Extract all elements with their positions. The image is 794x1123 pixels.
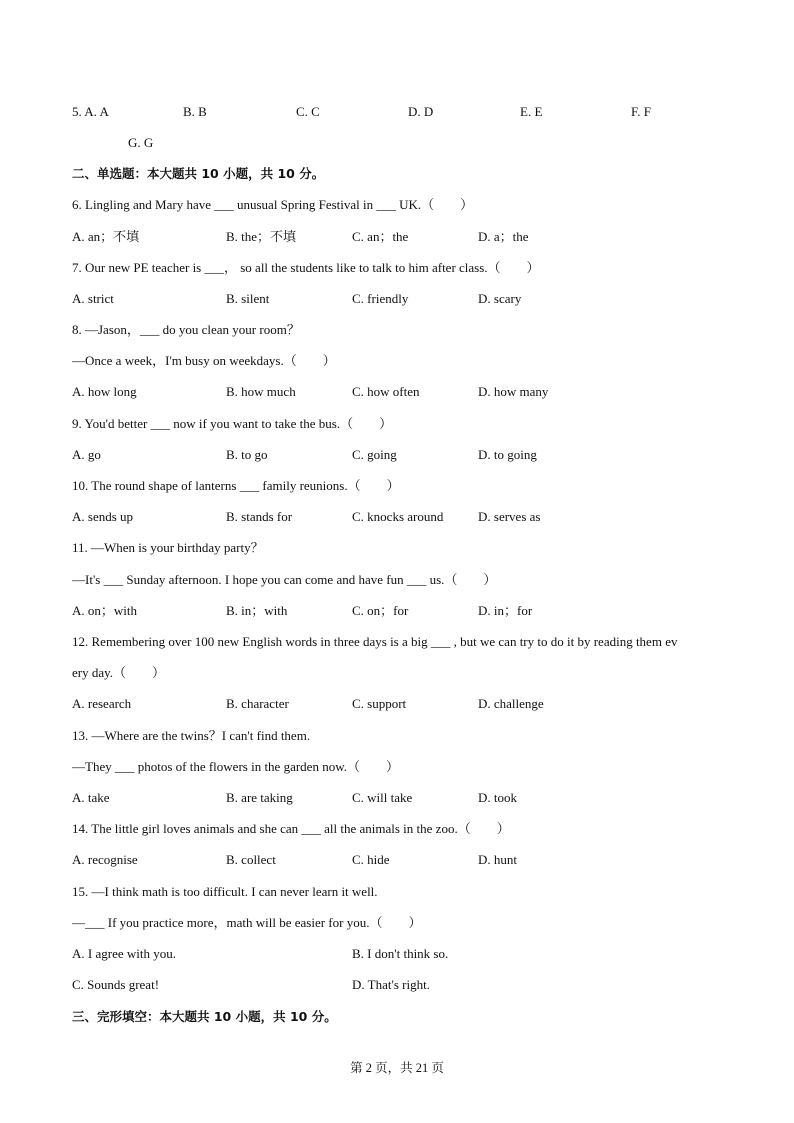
question-11-option-d: D. in；for	[478, 603, 533, 618]
question-14-option-a: A. recognise	[72, 852, 138, 867]
question-12-option-b: B. character	[226, 696, 289, 711]
question-13-stem: 13. —Where are the twins？I can't find them.	[72, 728, 311, 743]
question-15-option-c: C. Sounds great!	[72, 977, 160, 992]
question-8-option-a: A. how long	[72, 384, 137, 399]
question-12-option-d: D. challenge	[478, 696, 544, 711]
question-9-option-d: D. to going	[478, 447, 537, 462]
question-9-option-c: C. going	[352, 447, 397, 462]
question-8-option-d: D. how many	[478, 384, 549, 399]
question-6-stem: 6. Lingling and Mary have ___ unusual Spring Festival in ___ UK.（ ）	[72, 197, 474, 212]
question-12-option-c: C. support	[352, 696, 407, 711]
section-2-title: 二、单选题：本大题共 10 小题，共 10 分。	[72, 166, 325, 181]
question-12-stem-line-2: ery day.（ ）	[72, 665, 166, 680]
question-15-option-d: D. That's right.	[352, 977, 430, 992]
q5-option-f: F. F	[631, 104, 651, 119]
question-9-stem: 9. You'd better ___ now if you want to take the bus.（ ）	[72, 416, 393, 431]
question-6-option-d: D. a；the	[478, 229, 529, 244]
question-15-stem: 15. —I think math is too difficult. I can never learn it well.	[72, 884, 378, 899]
question-11-stem: 11. —When is your birthday party？	[72, 540, 264, 555]
question-15-option-a: A. I agree with you.	[72, 946, 176, 961]
question-11-option-a: A. on；with	[72, 603, 138, 618]
question-15-option-b: B. I don't think so.	[352, 946, 449, 961]
question-13-option-a: A. take	[72, 790, 110, 805]
question-8-stem: 8. —Jason，___ do you clean your room？	[72, 322, 300, 337]
q5-option-g: G. G	[128, 135, 154, 150]
page-footer: 第 2 页，共 21 页	[350, 1061, 444, 1075]
question-13-option-d: D. took	[478, 790, 517, 805]
question-13-stem-line-2: —They ___ photos of the flowers in the garden now.（ ）	[72, 759, 399, 774]
question-15-stem-line-2: —___ If you practice more，math will be easier for you.（ ）	[72, 915, 422, 930]
question-11-stem-line-2: —It's ___ Sunday afternoon. I hope you can come and have fun ___ us.（ ）	[72, 572, 497, 587]
question-11-option-b: B. in；with	[226, 603, 288, 618]
question-10-option-d: D. serves as	[478, 509, 541, 524]
question-10-stem: 10. The round shape of lanterns ___ family reunions.（ ）	[72, 478, 400, 493]
question-10-option-b: B. stands for	[226, 509, 293, 524]
question-7-option-c: C. friendly	[352, 291, 409, 306]
question-7-option-d: D. scary	[478, 291, 522, 306]
section-3-title: 三、完形填空：本大题共 10 小题，共 10 分。	[72, 1009, 337, 1024]
question-10-option-a: A. sends up	[72, 509, 134, 524]
question-6-option-a: A. an；不填	[72, 229, 140, 244]
question-11-option-c: C. on；for	[352, 603, 409, 618]
question-9-option-b: B. to go	[226, 447, 268, 462]
question-14-option-c: C. hide	[352, 852, 390, 867]
question-12-option-a: A. research	[72, 696, 132, 711]
question-7-option-a: A. strict	[72, 291, 114, 306]
question-10-option-c: C. knocks around	[352, 509, 444, 524]
question-6-option-b: B. the；不填	[226, 229, 297, 244]
q5-option-e: E. E	[520, 104, 543, 119]
q5-option-b: B. B	[183, 104, 207, 119]
question-9-option-a: A. go	[72, 447, 101, 462]
q5-option-a: 5. A. A	[72, 104, 109, 119]
question-14-option-d: D. hunt	[478, 852, 517, 867]
question-6-option-c: C. an；the	[352, 229, 409, 244]
q5-option-d: D. D	[408, 104, 434, 119]
question-13-option-b: B. are taking	[226, 790, 293, 805]
question-12-stem: 12. Remembering over 100 new English words in three days is a big ___ , but we can try to do it by reading them ev	[72, 634, 678, 649]
question-14-option-b: B. collect	[226, 852, 276, 867]
question-8-option-b: B. how much	[226, 384, 296, 399]
question-14-stem: 14. The little girl loves animals and she can ___ all the animals in the zoo.（ ）	[72, 821, 510, 836]
question-8-option-c: C. how often	[352, 384, 420, 399]
question-13-option-c: C. will take	[352, 790, 413, 805]
question-7-stem: 7. Our new PE teacher is ___， so all the students like to talk to him after class.（ ）	[72, 260, 540, 275]
q5-option-c: C. C	[296, 104, 320, 119]
question-7-option-b: B. silent	[226, 291, 270, 306]
question-8-stem-line-2: —Once a week，I'm busy on weekdays.（ ）	[72, 353, 336, 368]
